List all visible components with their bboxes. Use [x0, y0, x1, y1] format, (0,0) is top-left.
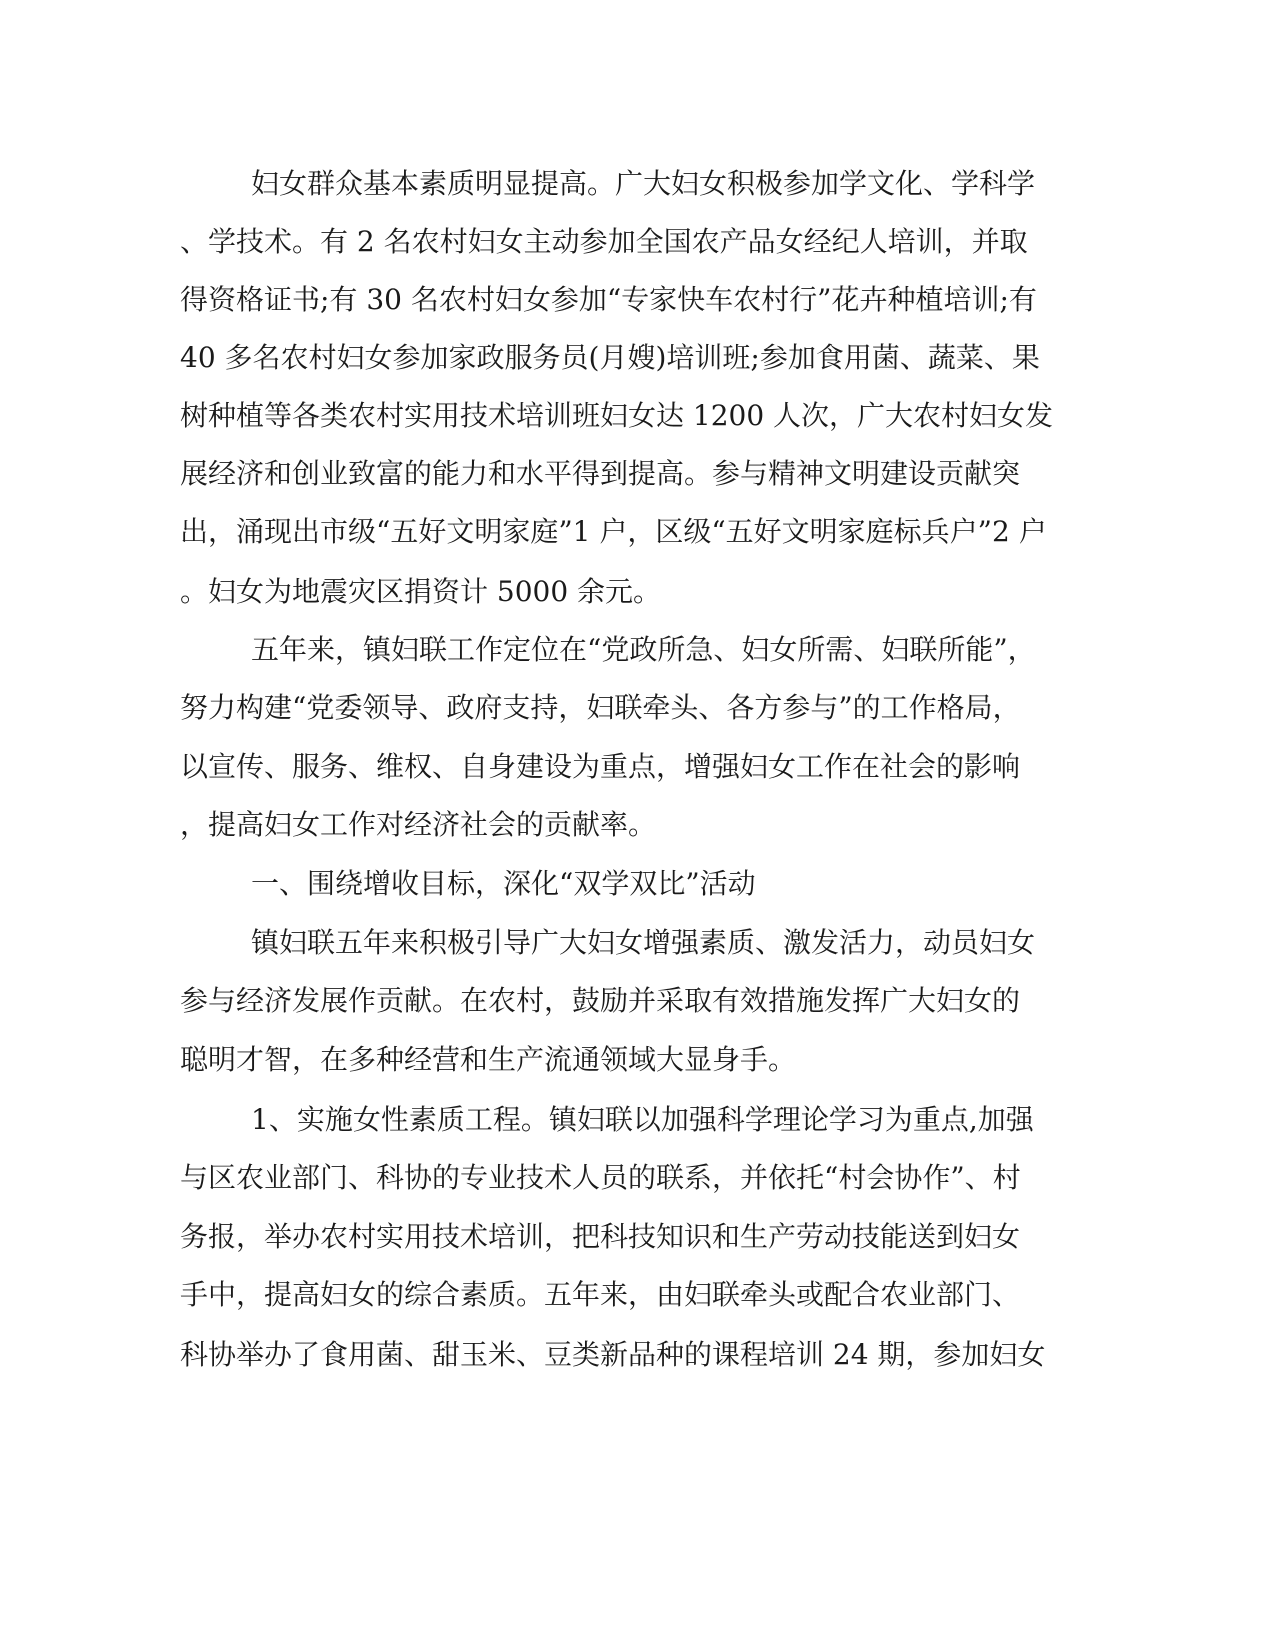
line-text: 镇妇联五年来积极引导广大妇女增强素质、激发活力，动员妇女 — [251, 926, 1036, 959]
text-line — [0, 387, 1275, 445]
line-text: 树种植等各类农村实用技术培训班妇女达 1200 人次，广大农村妇女发 — [180, 399, 1054, 432]
text-line — [0, 679, 1275, 737]
text-line — [0, 972, 1275, 1030]
text-line — [0, 503, 1275, 561]
line-text: 以宣传、服务、维权、自身建设为重点，增强妇女工作在社会的影响 — [180, 750, 1021, 783]
text-line — [0, 271, 1275, 329]
text-line — [0, 1091, 1275, 1149]
line-text: 1、实施女性素质工程。镇妇联以加强科学理论学习为重点,加强 — [251, 1103, 1034, 1136]
text-line — [0, 621, 1275, 679]
line-text: ，提高妇女工作对经济社会的贡献率。 — [180, 808, 657, 841]
line-text: 。妇女为地震灾区捐资计 5000 余元。 — [180, 575, 662, 608]
text-line — [0, 1208, 1275, 1266]
text-line — [0, 563, 1275, 621]
text-line — [0, 445, 1275, 503]
line-text: 努力构建“党委领导、政府支持，妇联牵头、各方参与”的工作格局， — [180, 691, 1021, 724]
line-text: 出，涌现出市级“五好文明家庭”1 户，区级“五好文明家庭标兵户”2 户 — [180, 515, 1047, 548]
line-text: 五年来，镇妇联工作定位在“党政所急、妇女所需、妇联所能”， — [251, 633, 1036, 666]
line-text: 务报，举办农村实用技术培训，把科技知识和生产劳动技能送到妇女 — [180, 1220, 1021, 1253]
line-text: 展经济和创业致富的能力和水平得到提高。参与精神文明建设贡献突 — [180, 457, 1021, 490]
line-text: 得资格证书;有 30 名农村妇女参加“专家快车农村行”花卉种植培训;有 — [180, 283, 1037, 316]
section-heading — [0, 855, 1275, 913]
text-line — [0, 914, 1275, 972]
line-text: 妇女群众基本素质明显提高。广大妇女积极参加学文化、学科学 — [251, 167, 1036, 200]
text-line — [0, 329, 1275, 387]
heading-text: 一、围绕增收目标，深化“双学双比”活动 — [251, 867, 756, 900]
line-text: 与区农业部门、科协的专业技术人员的联系，并依托“村会协作”、村 — [180, 1161, 1021, 1194]
text-line — [0, 1326, 1275, 1384]
text-line — [0, 1266, 1275, 1324]
text-line — [0, 213, 1275, 271]
text-line — [0, 738, 1275, 796]
line-text: 参与经济发展作贡献。在农村，鼓励并采取有效措施发挥广大妇女的 — [180, 984, 1021, 1017]
line-text: 、学技术。有 2 名农村妇女主动参加全国农产品女经纪人培训，并取 — [180, 225, 1028, 258]
line-text: 40 多名农村妇女参加家政服务员(月嫂)培训班;参加食用菌、蔬菜、果 — [180, 341, 1040, 374]
text-line — [0, 155, 1275, 213]
text-line — [0, 1031, 1275, 1089]
line-text: 聪明才智，在多种经营和生产流通领域大显身手。 — [180, 1043, 797, 1076]
text-line — [0, 1149, 1275, 1207]
line-text: 手中，提高妇女的综合素质。五年来，由妇联牵头或配合农业部门、 — [180, 1278, 1021, 1311]
line-text: 科协举办了食用菌、甜玉米、豆类新品种的课程培训 24 期，参加妇女 — [180, 1338, 1046, 1371]
text-line — [0, 796, 1275, 854]
